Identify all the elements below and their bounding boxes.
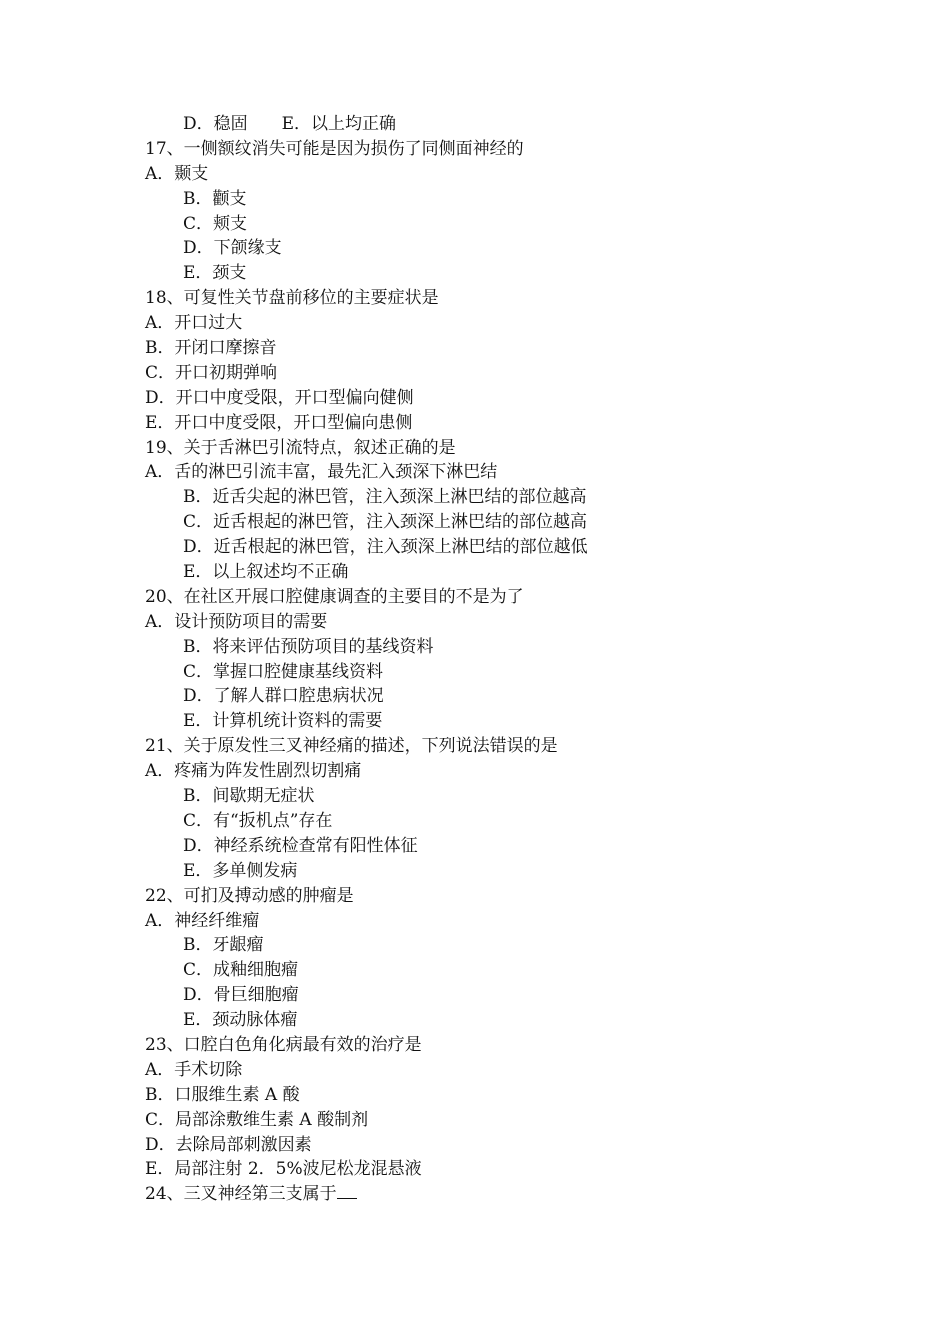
line-text: B．牙龈瘤 xyxy=(183,935,264,956)
line-text: E．开口中度受限，开口型偏向患侧 xyxy=(145,412,413,433)
line-text: C．近舌根起的淋巴管，注入颈深上淋巴结的部位越高 xyxy=(183,512,588,533)
line-text: C．有“扳机点”存在 xyxy=(183,810,333,831)
line-text: D．稳固 E．以上均正确 xyxy=(183,114,397,134)
answer-option xyxy=(0,1133,950,1158)
line-text: D．去除局部刺激因素 xyxy=(145,1134,312,1155)
answer-option xyxy=(0,560,950,585)
answer-option xyxy=(0,1058,950,1083)
answer-option xyxy=(0,311,950,336)
answer-option xyxy=(0,1008,950,1033)
line-text: E．以上叙述均不正确 xyxy=(183,562,349,583)
question-stem xyxy=(0,1033,950,1058)
answer-option xyxy=(0,212,950,237)
line-text: B．将来评估预防项目的基线资料 xyxy=(183,636,434,657)
line-text: D．下颌缘支 xyxy=(183,238,282,259)
line-text: B．开闭口摩擦音 xyxy=(145,338,277,359)
document-page xyxy=(0,112,950,1207)
line-text: 17、一侧额纹消失可能是因为损伤了同侧面神经的 xyxy=(145,138,524,159)
question-stem xyxy=(0,137,950,162)
line-text: C．掌握口腔健康基线资料 xyxy=(183,661,384,682)
answer-option xyxy=(0,510,950,535)
line-text: E．局部注射 2．5%波尼松龙混悬液 xyxy=(145,1159,422,1180)
line-text: A．颞支 xyxy=(145,163,209,184)
answer-option xyxy=(0,112,950,137)
answer-option xyxy=(0,610,950,635)
line-text: E．颈支 xyxy=(183,263,247,284)
answer-option xyxy=(0,784,950,809)
answer-option xyxy=(0,485,950,510)
question-stem xyxy=(0,286,950,311)
answer-option xyxy=(0,460,950,485)
line-text: 18、可复性关节盘前移位的主要症状是 xyxy=(145,288,439,309)
answer-option xyxy=(0,759,950,784)
line-text: A．神经纤维瘤 xyxy=(145,910,260,931)
answer-option xyxy=(0,162,950,187)
answer-option xyxy=(0,361,950,386)
line-text: 24、三叉神经第三支属于 xyxy=(145,1184,337,1205)
line-text: A．设计预防项目的需要 xyxy=(145,611,328,632)
answer-blank xyxy=(337,1182,357,1199)
answer-option xyxy=(0,1157,950,1182)
line-text: E．多单侧发病 xyxy=(183,860,298,881)
line-text: 20、在社区开展口腔健康调查的主要目的不是为了 xyxy=(145,586,524,607)
answer-option xyxy=(0,411,950,436)
line-text: A．手术切除 xyxy=(145,1059,243,1080)
answer-option xyxy=(0,933,950,958)
answer-option xyxy=(0,187,950,212)
answer-option xyxy=(0,909,950,934)
question-stem xyxy=(0,884,950,909)
line-text: 21、关于原发性三叉神经痛的描述，下列说法错误的是 xyxy=(145,736,558,757)
answer-option xyxy=(0,386,950,411)
line-text: A．舌的淋巴引流丰富，最先汇入颈深下淋巴结 xyxy=(145,462,498,483)
line-text: C．开口初期弹响 xyxy=(145,362,278,383)
line-text: E．计算机统计资料的需要 xyxy=(183,711,383,732)
answer-option xyxy=(0,709,950,734)
answer-option xyxy=(0,958,950,983)
question-stem xyxy=(0,436,950,461)
line-text: 23、口腔白色角化病最有效的治疗是 xyxy=(145,1034,422,1055)
line-text: B．口服维生素 A 酸 xyxy=(145,1084,300,1105)
line-text: E．颈动脉体瘤 xyxy=(183,1010,298,1031)
question-stem xyxy=(0,585,950,610)
question-stem xyxy=(0,1182,950,1207)
answer-option xyxy=(0,1108,950,1133)
answer-option xyxy=(0,809,950,834)
answer-option xyxy=(0,635,950,660)
line-text: D．神经系统检查常有阳性体征 xyxy=(183,835,418,856)
answer-option xyxy=(0,336,950,361)
line-text: D．骨巨细胞瘤 xyxy=(183,985,299,1006)
line-text: D．开口中度受限，开口型偏向健侧 xyxy=(145,387,414,408)
answer-option xyxy=(0,660,950,685)
line-text: 22、可扪及搏动感的肿瘤是 xyxy=(145,885,354,906)
question-stem xyxy=(0,734,950,759)
answer-option xyxy=(0,859,950,884)
answer-option xyxy=(0,535,950,560)
answer-option xyxy=(0,684,950,709)
line-text: C．局部涂敷维生素 A 酸制剂 xyxy=(145,1109,369,1130)
answer-option xyxy=(0,983,950,1008)
line-text: B．颧支 xyxy=(183,188,247,209)
line-text: D．近舌根起的淋巴管，注入颈深上淋巴结的部位越低 xyxy=(183,537,588,558)
answer-option xyxy=(0,236,950,261)
line-text: 19、关于舌淋巴引流特点，叙述正确的是 xyxy=(145,437,456,458)
line-text: B．间歇期无症状 xyxy=(183,786,315,807)
line-text: C．成釉细胞瘤 xyxy=(183,960,299,981)
answer-option xyxy=(0,1083,950,1108)
answer-option xyxy=(0,834,950,859)
line-text: A．开口过大 xyxy=(145,313,243,334)
line-text: C．颊支 xyxy=(183,213,248,234)
line-text: A．疼痛为阵发性剧烈切割痛 xyxy=(145,761,362,782)
line-text: D．了解人群口腔患病状况 xyxy=(183,686,384,707)
answer-option xyxy=(0,261,950,286)
line-text: B．近舌尖起的淋巴管，注入颈深上淋巴结的部位越高 xyxy=(183,487,587,508)
